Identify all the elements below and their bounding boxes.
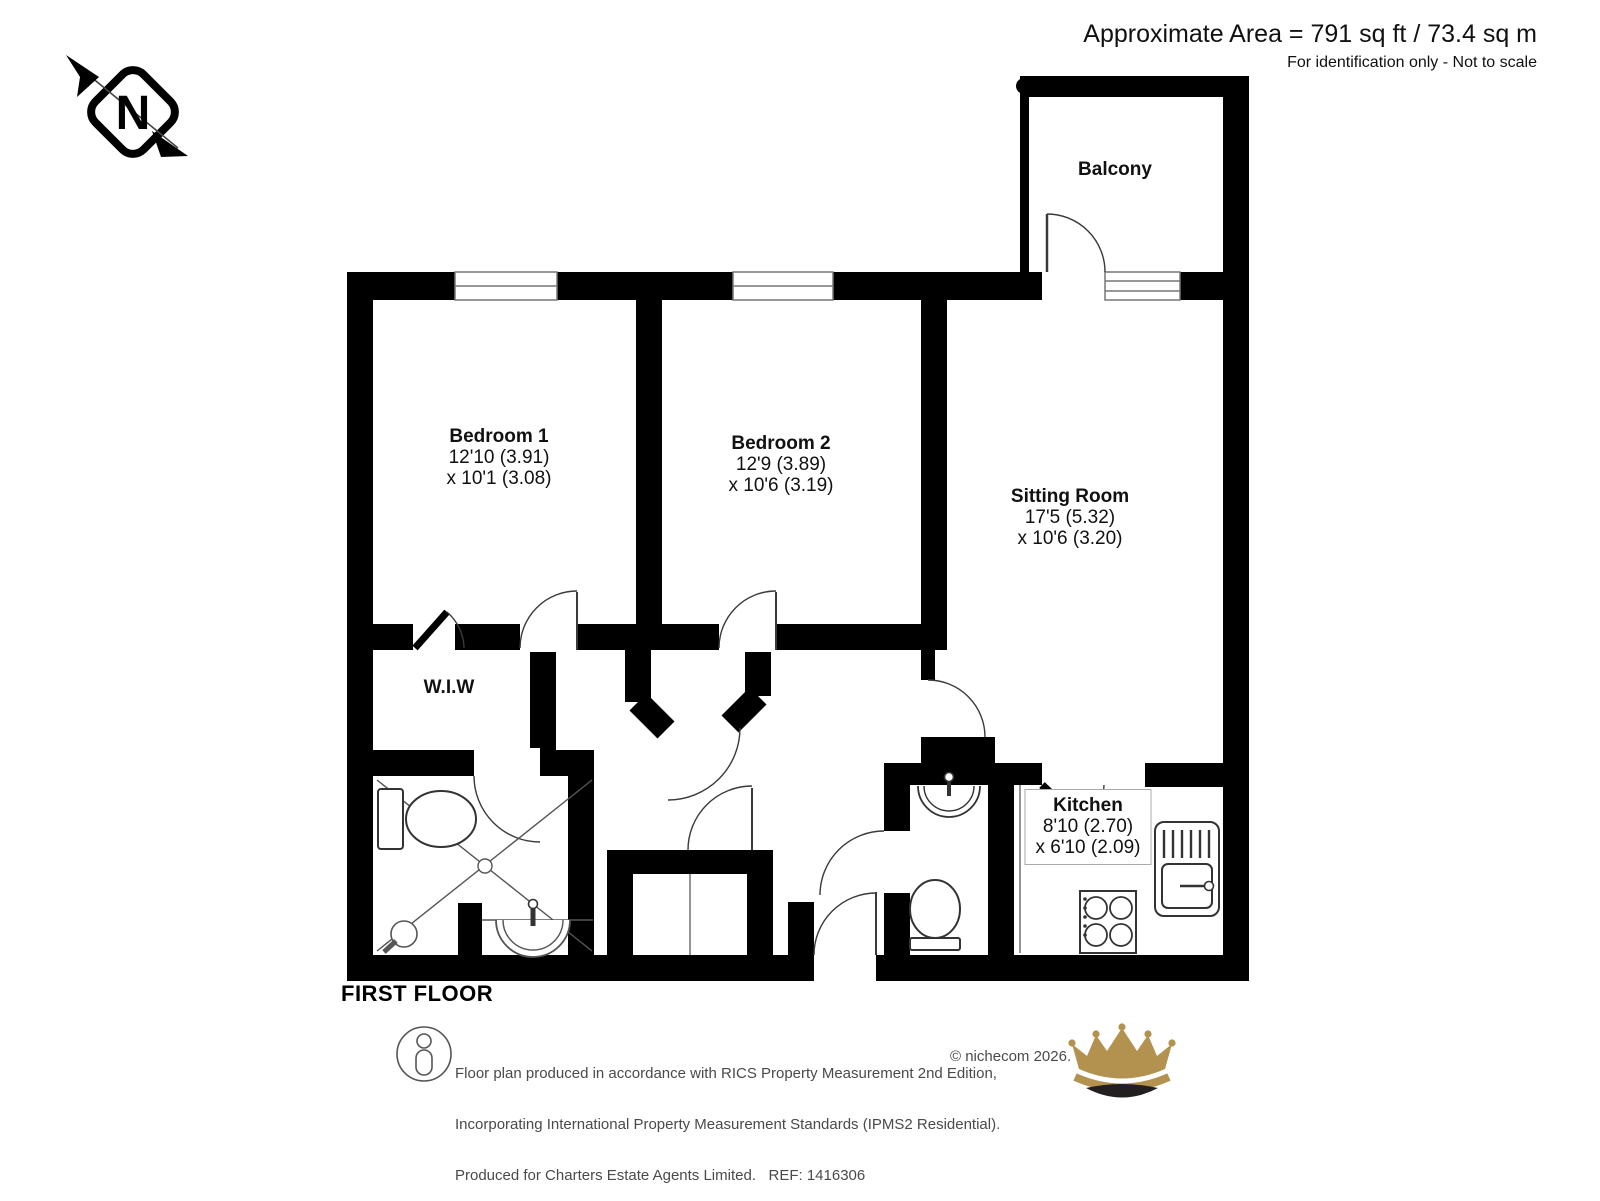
- bathroom-door: [474, 776, 540, 842]
- shower-head-icon: [384, 921, 417, 952]
- identification-note: For identification only - Not to scale: [1287, 54, 1537, 71]
- balcony-name: Balcony: [1078, 159, 1152, 180]
- footer-line1: Floor plan produced in accordance with RICS Property Measurement 2nd Edition,: [455, 1065, 997, 1082]
- kitchen-name: Kitchen: [1053, 795, 1123, 816]
- crown-logo: [1068, 1023, 1175, 1097]
- bedroom1-window: [455, 272, 557, 300]
- bedroom1-label: [446, 426, 551, 489]
- kitchen-hob-icon: [1080, 891, 1136, 953]
- sitting-room-label: [1011, 486, 1129, 549]
- store-cupboard-door: [688, 786, 752, 850]
- sitting-room-door: [928, 680, 985, 737]
- bedroom2-dim2: x 10'6 (3.19): [728, 475, 834, 496]
- bathroom-toilet-icon: [378, 789, 476, 849]
- bedroom2-label: [728, 433, 833, 496]
- wiw-name: W.I.W: [423, 677, 475, 698]
- bedroom1-dim2: x 10'1 (3.08): [446, 468, 552, 489]
- north-compass-icon: [66, 55, 188, 160]
- bedroom1-dim1: 12'10 (3.91): [448, 447, 550, 468]
- sitting-room-dim1: 17'5 (5.32): [1024, 507, 1116, 528]
- footer-line3: Produced for Charters Estate Agents Limited. REF: 1416306: [455, 1167, 866, 1184]
- approximate-area-text: Approximate Area = 791 sq ft / 73.4 sq m: [1083, 20, 1537, 48]
- rics-person-icon: [397, 1027, 451, 1081]
- wiw-label: [424, 677, 475, 698]
- shower-cross-center: [478, 859, 492, 873]
- sitting-room-name: Sitting Room: [1010, 486, 1130, 507]
- bedroom2-dim1: 12'9 (3.89): [735, 454, 827, 475]
- kitchen-dim1: 8'10 (2.70): [1042, 816, 1134, 837]
- wc-door: [820, 831, 884, 895]
- wc-toilet-icon: [910, 880, 960, 950]
- kitchen-dim2: x 6'10 (2.09): [1035, 837, 1141, 858]
- wc-fixtures: [910, 773, 980, 951]
- kitchen-sink-icon: [1155, 822, 1219, 916]
- hall-cupboard-door: [668, 728, 740, 800]
- balcony-door: [1047, 214, 1105, 272]
- entrance-door: [814, 892, 876, 955]
- footer-disclaimer: [455, 1031, 1000, 1201]
- bedroom2-window: [733, 272, 833, 300]
- bathroom-fixtures: [377, 780, 593, 957]
- balcony-label: [1078, 159, 1152, 180]
- kitchen-label: [1024, 789, 1151, 865]
- floor-title: FIRST FLOOR: [341, 981, 494, 1006]
- footer-line2: Incorporating International Property Measurement Standards (IPMS2 Residential).: [455, 1116, 1001, 1133]
- copyright-text: © nichecom 2026.: [950, 1048, 1072, 1065]
- compass-letter: N: [115, 87, 151, 140]
- sitting-room-dim2: x 10'6 (3.20): [1017, 528, 1123, 549]
- bedroom1-name: Bedroom 1: [449, 426, 549, 447]
- bedroom2-name: Bedroom 2: [731, 433, 831, 454]
- sitting-room-window: [1105, 272, 1180, 300]
